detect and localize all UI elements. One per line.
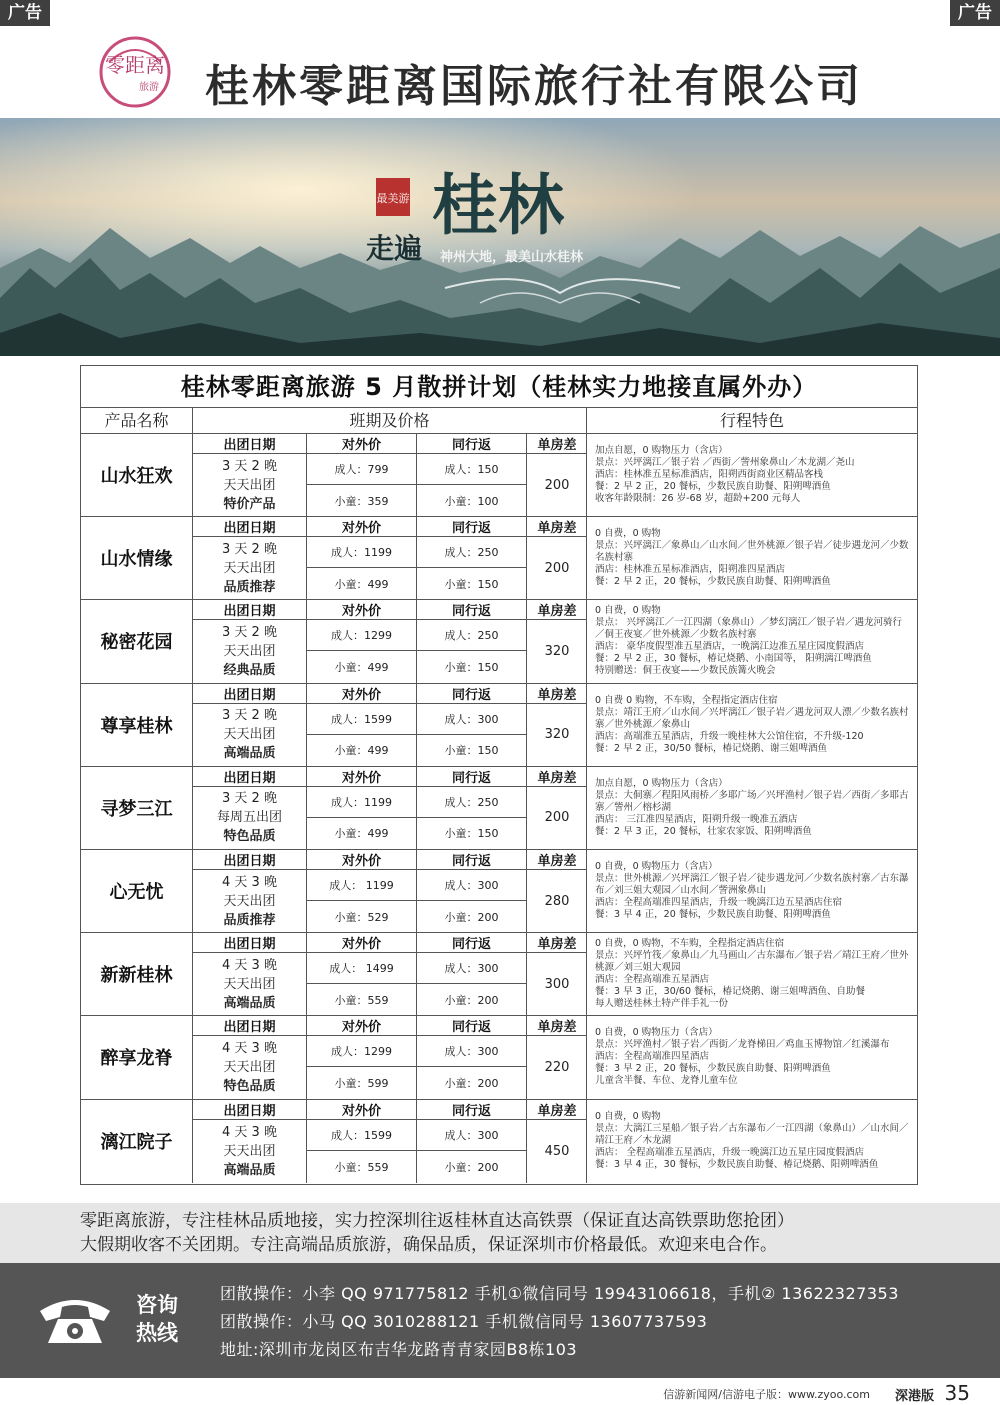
product-tag: 品质推荐 <box>223 912 276 928</box>
product-name: 尊享桂林 <box>81 684 193 766</box>
trip-days: 4 天 3 晚 <box>222 957 277 973</box>
trip-frequency: 天天出团 <box>223 727 276 743</box>
feature-line: 景点：兴坪漓江／象鼻山／山水间／世外桃源／银子岩／徒步遇龙河／少数名族村寨 <box>595 540 909 564</box>
child-price: 小童：559 <box>307 1151 417 1183</box>
header-date: 出团日期 <box>193 767 307 787</box>
feature-line: 酒店： 三江准四星酒店，阳朔升级一晚准五酒店 <box>595 813 798 825</box>
product-tag: 高端品质 <box>223 746 276 762</box>
header-peer-rebate: 同行返 <box>417 933 527 953</box>
child-price: 小童：529 <box>307 901 417 932</box>
notice-line-2: 大假期收客不关团期。专注高端品质旅游，确保品质，保证深圳市价格最低。欢迎来电合作。 <box>80 1235 777 1255</box>
feature-line: 酒店：桂林准五星标准酒店，阳朔西街商业区精品客栈 <box>595 469 824 481</box>
notice-box <box>0 1203 1000 1263</box>
schedule-cell <box>193 704 307 766</box>
header-public-price: 对外价 <box>307 1100 417 1120</box>
header-public-price: 对外价 <box>307 434 417 454</box>
itinerary-features <box>587 767 917 849</box>
banner-image <box>0 118 1000 356</box>
header-date: 出团日期 <box>193 1016 307 1036</box>
price-grid <box>193 767 587 849</box>
single-supplement: 450 <box>544 1143 570 1159</box>
product-tag: 高端品质 <box>223 1162 276 1178</box>
feature-line: 0 自费，0 购物 <box>595 528 661 540</box>
child-price: 小童：359 <box>307 485 417 516</box>
banner-city: 桂林 <box>432 166 564 244</box>
company-logo <box>95 32 175 112</box>
schedule-table <box>80 365 918 1185</box>
schedule-cell <box>193 1120 307 1183</box>
price-grid <box>193 600 587 682</box>
header-peer-rebate: 同行返 <box>417 600 527 620</box>
telephone-icon <box>36 1293 114 1348</box>
table-column-headers <box>81 408 917 434</box>
child-price: 小童：599 <box>307 1067 417 1098</box>
header-single-supplement: 单房差 <box>527 600 587 620</box>
product-name: 醉享龙脊 <box>81 1016 193 1098</box>
header-peer-rebate: 同行返 <box>417 1016 527 1036</box>
product-tag: 特价产品 <box>223 496 276 512</box>
trip-frequency: 天天出团 <box>223 477 276 493</box>
header-peer-rebate: 同行返 <box>417 1100 527 1120</box>
product-name: 寻梦三江 <box>81 767 193 849</box>
child-peer: 小童：150 <box>417 568 527 599</box>
product-tag: 高端品质 <box>223 995 276 1011</box>
notice-line-1: 零距离旅游，专注桂林品质地接，实力控深圳往返桂林直达高铁票（保证直达高铁票助您抢团） <box>80 1211 794 1231</box>
header-public-price: 对外价 <box>307 933 417 953</box>
adult-price: 成人：1199 <box>307 787 417 818</box>
itinerary-features <box>587 1016 917 1098</box>
adult-peer: 成人：250 <box>417 787 527 818</box>
child-price: 小童：499 <box>307 818 417 849</box>
schedule-cell <box>193 537 307 599</box>
feature-line: 0 自费，0 购物，不车购，全程指定酒店住宿 <box>595 938 785 950</box>
feature-line: 酒店：桂林准五星标准酒店，阳朔准四星酒店 <box>595 564 786 576</box>
header-date: 出团日期 <box>193 600 307 620</box>
header-peer-rebate: 同行返 <box>417 767 527 787</box>
feature-line: 餐：2 早 2 正，20 餐标，少数民族自助餐、阳朔啤酒鱼 <box>595 481 831 493</box>
trip-days: 4 天 3 晚 <box>222 874 277 890</box>
feature-line: 餐：2 早 2 正，30/50 餐标，椿记烧鹅、谢三姐啤酒鱼 <box>595 742 828 754</box>
feature-line: 加点自愿，0 购物压力（含店） <box>595 445 728 457</box>
child-price: 小童：499 <box>307 735 417 766</box>
trip-days: 3 天 2 晚 <box>222 708 277 724</box>
adult-peer: 成人：300 <box>417 1036 527 1067</box>
header-single-supplement: 单房差 <box>527 434 587 454</box>
child-peer: 小童：200 <box>417 1151 527 1183</box>
adult-price: 成人： 1499 <box>307 953 417 984</box>
adult-peer: 成人：250 <box>417 537 527 568</box>
header-public-price: 对外价 <box>307 600 417 620</box>
feature-line: 餐：3 早 4 正，30 餐标，少数民族自助餐、椿记烧鹅、阳朔啤酒鱼 <box>595 1159 879 1171</box>
trip-frequency: 天天出团 <box>223 976 276 992</box>
itinerary-features <box>587 600 917 682</box>
banner-seal: 最美游 <box>376 192 410 205</box>
footer-site: 信游新闻网/信游电子版：www.zyoo.com <box>663 1388 870 1401</box>
schedule-cell <box>193 1036 307 1098</box>
feature-line: 每人赠送桂林土特产伴手礼一份 <box>595 998 729 1010</box>
price-grid <box>193 517 587 599</box>
product-tag: 品质推荐 <box>223 579 276 595</box>
product-row <box>81 1100 917 1183</box>
child-peer: 小童：100 <box>417 485 527 516</box>
price-grid <box>193 933 587 1015</box>
product-name: 漓江院子 <box>81 1100 193 1183</box>
header-peer-rebate: 同行返 <box>417 684 527 704</box>
single-supplement: 300 <box>544 976 570 992</box>
feature-line: 餐：3 早 4 正，20 餐标，少数民族自助餐、阳朔啤酒鱼 <box>595 909 831 921</box>
trip-days: 4 天 3 晚 <box>222 1124 277 1140</box>
child-peer: 小童：200 <box>417 901 527 932</box>
feature-line: 酒店： 豪华度假型准五星酒店，一晚漓江边准五星庄园度假酒店 <box>595 641 865 653</box>
feature-line: 餐：3 早 2 正，20 餐标，少数民族自助餐、阳朔啤酒鱼 <box>595 1063 831 1075</box>
itinerary-features <box>587 684 917 766</box>
trip-frequency: 天天出团 <box>223 1143 276 1159</box>
contact-address: 地址:深圳市龙岗区布吉华龙路青青家园B8栋103 <box>220 1340 578 1359</box>
single-supplement: 200 <box>544 810 570 826</box>
header-public-price: 对外价 <box>307 517 417 537</box>
feature-line: 景点：大漓江三星船／银子岩／古东瀑布／一江四湖（象鼻山）／山水间／靖江王府／木龙湖 <box>595 1123 909 1147</box>
adult-peer: 成人：300 <box>417 704 527 735</box>
adult-price: 成人：799 <box>307 454 417 485</box>
schedule-cell <box>193 870 307 932</box>
company-name: 桂林零距离国际旅行社有限公司 <box>205 61 863 112</box>
product-name: 山水情缘 <box>81 517 193 599</box>
price-grid <box>193 850 587 932</box>
single-supplement: 280 <box>544 893 570 909</box>
single-supplement: 200 <box>544 560 570 576</box>
schedule-cell <box>193 620 307 682</box>
itinerary-features <box>587 933 917 1015</box>
schedule-cell <box>193 787 307 849</box>
banner-walk: 走遍 <box>366 232 423 265</box>
header-single-supplement: 单房差 <box>527 767 587 787</box>
feature-line: 酒店：全程高端准四星酒店 <box>595 1051 710 1063</box>
header-date: 出团日期 <box>193 684 307 704</box>
child-price: 小童：559 <box>307 984 417 1015</box>
trip-frequency: 天天出团 <box>223 643 276 659</box>
single-supplement: 320 <box>544 643 570 659</box>
feature-line: 餐：3 早 3 正，30/60 餐标，椿记烧鹅、谢三姐啤酒鱼、自助餐 <box>595 986 866 998</box>
feature-line: 餐：2 早 2 正，20 餐标，少数民族自助餐、阳朔啤酒鱼 <box>595 576 831 588</box>
feature-line: 餐：2 早 3 正，20 餐标，壮家农家饭、阳朔啤酒鱼 <box>595 825 812 837</box>
adult-price: 成人：1299 <box>307 620 417 651</box>
price-grid <box>193 434 587 516</box>
product-row <box>81 767 917 850</box>
feature-line: 加点自愿，0 购物压力（含店） <box>595 777 728 789</box>
itinerary-features <box>587 517 917 599</box>
feature-line: 景点：大侗寨／程阳风雨桥／多耶广场／兴坪渔村／银子岩／西街／多耶古寨／訾州／榕杉湖 <box>595 789 909 813</box>
product-tag: 特色品质 <box>223 1078 276 1094</box>
contact-line-1: 团散操作：小李 QQ 971775812 手机①微信同号 19943106618，手机② 13622327353 <box>220 1284 899 1303</box>
page-footer <box>0 1380 1000 1405</box>
trip-frequency: 每周五出团 <box>216 810 282 826</box>
child-peer: 小童：200 <box>417 1067 527 1098</box>
price-grid <box>193 684 587 766</box>
trip-frequency: 天天出团 <box>223 1059 276 1075</box>
itinerary-features <box>587 1100 917 1183</box>
header-single-supplement: 单房差 <box>527 933 587 953</box>
header-peer-rebate: 同行返 <box>417 517 527 537</box>
feature-line: 酒店： 全程高端准五星酒店，升级一晚漓江边五星庄园度假酒店 <box>595 1147 865 1159</box>
schedule-cell <box>193 454 307 516</box>
feature-line: 酒店：全程高端准四星酒店，升级一晚漓江边五星酒店住宿 <box>595 897 843 909</box>
hotline-label-2: 热线 <box>136 1321 178 1345</box>
col-product: 产品名称 <box>81 408 193 433</box>
product-row <box>81 434 917 517</box>
adult-price: 成人：1599 <box>307 704 417 735</box>
adult-peer: 成人：150 <box>417 454 527 485</box>
feature-line: 景点：兴坪竹筏／象鼻山／九马画山／古东瀑布／银子岩／靖江王府／世外桃源／刘三姐大观园 <box>595 950 909 974</box>
schedule-cell <box>193 953 307 1015</box>
trip-days: 3 天 2 晚 <box>222 624 277 640</box>
trip-days: 3 天 2 晚 <box>222 458 277 474</box>
product-row <box>81 1016 917 1099</box>
contact-panel <box>0 1263 1000 1378</box>
feature-line: 儿童含半餐、车位、龙脊儿童车位 <box>595 1075 738 1087</box>
adult-price: 成人：1299 <box>307 1036 417 1067</box>
adult-peer: 成人：300 <box>417 1120 527 1152</box>
header-single-supplement: 单房差 <box>527 1016 587 1036</box>
adult-price: 成人： 1199 <box>307 870 417 901</box>
header-date: 出团日期 <box>193 933 307 953</box>
feature-line: 0 自费 0 购物，不车购，全程指定酒店住宿 <box>595 694 778 706</box>
hotline-label-1: 咨询 <box>136 1293 178 1317</box>
header-peer-rebate: 同行返 <box>417 850 527 870</box>
header-public-price: 对外价 <box>307 767 417 787</box>
itinerary-features <box>587 434 917 516</box>
trip-days: 3 天 2 晚 <box>222 791 277 807</box>
single-supplement: 220 <box>544 1059 570 1075</box>
product-name: 山水狂欢 <box>81 434 193 516</box>
child-peer: 小童：150 <box>417 818 527 849</box>
feature-line: 餐：2 早 2 正，30 餐标，椿记烧鹅、小南国等， 阳朔漓江啤酒鱼 <box>595 653 872 665</box>
header-public-price: 对外价 <box>307 850 417 870</box>
product-row <box>81 517 917 600</box>
header-single-supplement: 单房差 <box>527 684 587 704</box>
feature-line: 酒店：全程高端准五星酒店 <box>595 974 710 986</box>
product-row <box>81 850 917 933</box>
ad-label-left: 广告 <box>0 0 50 27</box>
feature-line: 景点：兴坪渔村／银子岩／西街／龙脊梯田／鸡血玉博物馆／红溪瀑布 <box>595 1039 890 1051</box>
hotline-label <box>136 1291 178 1347</box>
child-price: 小童：499 <box>307 568 417 599</box>
child-peer: 小童：200 <box>417 984 527 1015</box>
feature-line: 0 自费，0 购物压力（含店） <box>595 861 718 873</box>
adult-peer: 成人：250 <box>417 620 527 651</box>
product-row <box>81 933 917 1016</box>
header-public-price: 对外价 <box>307 684 417 704</box>
header-date: 出团日期 <box>193 850 307 870</box>
product-row <box>81 684 917 767</box>
adult-peer: 成人：300 <box>417 953 527 984</box>
ad-label-right: 广告 <box>950 0 1000 27</box>
feature-line: 景点：兴坪漓江／银子岩 ／西街／訾州象鼻山／木龙湖／尧山 <box>595 457 855 469</box>
header-single-supplement: 单房差 <box>527 850 587 870</box>
footer-edition: 深港版 <box>894 1389 934 1404</box>
col-itinerary: 行程特色 <box>719 411 784 430</box>
feature-line: 0 自费，0 购物 <box>595 605 661 617</box>
logo-sub: 旅游 <box>139 82 159 93</box>
product-name: 心无忧 <box>81 850 193 932</box>
header-date: 出团日期 <box>193 1100 307 1120</box>
product-name: 秘密花园 <box>81 600 193 682</box>
trip-days: 3 天 2 晚 <box>222 541 277 557</box>
trip-frequency: 天天出团 <box>223 560 276 576</box>
product-tag: 经典品质 <box>223 662 276 678</box>
trip-days: 4 天 3 晚 <box>222 1040 277 1056</box>
product-rows <box>81 434 917 1183</box>
page-number: 35 <box>944 1381 970 1405</box>
adult-price: 成人：1599 <box>307 1120 417 1152</box>
feature-line: 特别赠送：侗王夜宴——少数民族篝火晚会 <box>595 665 776 677</box>
feature-line: 酒店：高端准五星酒店，升级一晚桂林大公馆住宿，不升级-120 <box>595 730 864 742</box>
adult-peer: 成人：300 <box>417 870 527 901</box>
feature-line: 景点：靖江王府／山水间／兴坪漓江／银子岩／遇龙河双人漂／少数名族村寨／世外桃源／象鼻山 <box>595 706 909 730</box>
child-peer: 小童：150 <box>417 651 527 682</box>
product-name: 新新桂林 <box>81 933 193 1015</box>
price-grid <box>193 1016 587 1098</box>
single-supplement: 200 <box>544 477 570 493</box>
feature-line: 收客年龄限制：26 岁-68 岁，超龄+200 元每人 <box>595 493 801 505</box>
banner-slogan: 神州大地，最美山水桂林 <box>440 250 584 265</box>
feature-line: 0 自费，0 购物 <box>595 1111 661 1123</box>
itinerary-features <box>587 850 917 932</box>
header-date: 出团日期 <box>193 517 307 537</box>
header-single-supplement: 单房差 <box>527 1100 587 1120</box>
col-schedule: 班期及价格 <box>193 408 587 433</box>
feature-line: 景点：世外桃源／兴坪漓江／银子岩／徒步遇龙河／少数名族村寨／古东瀑布／刘三姐大观园／山水间／訾洲象鼻山 <box>595 873 909 897</box>
single-supplement: 320 <box>544 727 570 743</box>
adult-price: 成人：1199 <box>307 537 417 568</box>
feature-line: 景点： 兴坪漓江／一江四湖（象鼻山）／梦幻漓江／银子岩／遇龙河骑行／侗王夜宴／世外桃源／少数名族村寨 <box>595 617 903 641</box>
trip-frequency: 天天出团 <box>223 893 276 909</box>
product-tag: 特色品质 <box>223 829 276 845</box>
header-public-price: 对外价 <box>307 1016 417 1036</box>
header-date: 出团日期 <box>193 434 307 454</box>
child-price: 小童：499 <box>307 651 417 682</box>
logo-text: 零距离 <box>105 53 165 77</box>
contact-line-2: 团散操作：小马 QQ 3010288121 手机微信同号 13607737593 <box>220 1312 708 1331</box>
child-peer: 小童：150 <box>417 735 527 766</box>
header-peer-rebate: 同行返 <box>417 434 527 454</box>
price-grid <box>193 1100 587 1183</box>
plan-title: 桂林零距离旅游 5 月散拼计划（桂林实力地接直属外办） <box>81 366 917 408</box>
feature-line: 0 自费，0 购物压力（含店） <box>595 1027 718 1039</box>
header-single-supplement: 单房差 <box>527 517 587 537</box>
product-row <box>81 600 917 683</box>
